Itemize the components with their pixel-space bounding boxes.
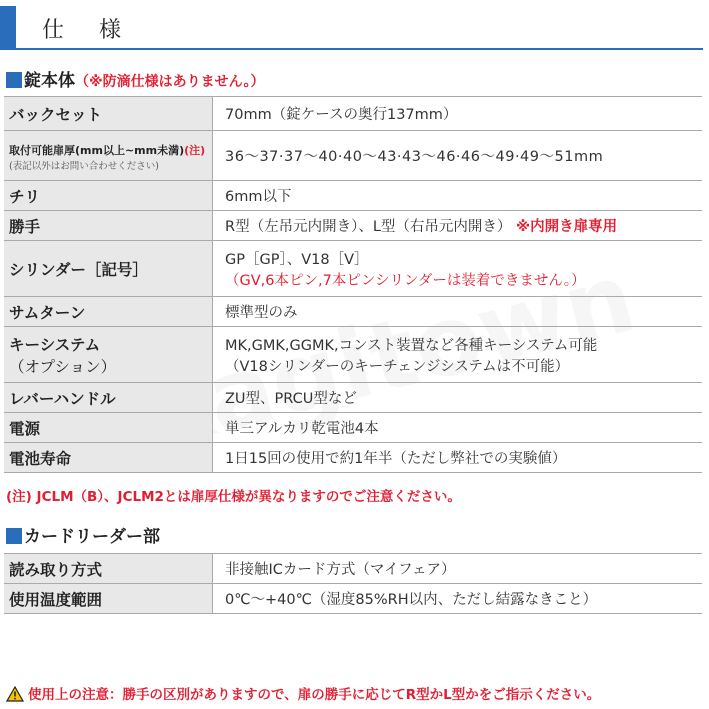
table-row [4, 97, 702, 131]
hand-label: 勝手 [4, 211, 213, 241]
lock-heading-text: 錠本体 [24, 71, 75, 91]
usage-warning [6, 683, 600, 703]
table-row [4, 443, 702, 473]
thickness-label: 取付可能扉厚(mm以上~mm未満) [9, 143, 185, 157]
keysystem-value-cell [213, 327, 703, 383]
temp-range-value: 0℃～+40℃（湿度85%RH以内、ただし結露なきこと） [213, 584, 703, 614]
battery-value: 1日15回の使用で約1年半（ただし弊社での実験値） [213, 443, 703, 473]
temp-range-label: 使用温度範囲 [4, 584, 213, 614]
hand-value-cell [213, 211, 703, 241]
thickness-label-note: (注) [184, 143, 206, 157]
lock-section-heading [6, 66, 264, 91]
read-method-label: 読み取り方式 [4, 554, 213, 584]
reader-section-heading [6, 522, 160, 547]
lock-heading-note: （※防滴仕様はありません。） [75, 74, 265, 90]
table-row [4, 181, 702, 211]
table-row [4, 297, 702, 327]
warning-icon [6, 686, 24, 702]
table-row [4, 241, 702, 297]
thumbturn-value: 標準型のみ [213, 297, 703, 327]
read-method-value: 非接触ICカード方式（マイフェア） [213, 554, 703, 584]
keysystem-label-cell [4, 327, 213, 383]
table-row [4, 584, 702, 614]
backset-value: 70mm（錠ケースの奥行137mm） [213, 97, 703, 131]
page-title: 仕 様 [42, 18, 135, 43]
keysystem-label-sub: （オプション） [9, 357, 117, 376]
cylinder-value: GP［GP］、V18［V］ [225, 251, 369, 268]
battery-label: 電池寿命 [4, 443, 213, 473]
table-row [4, 413, 702, 443]
table-row [4, 554, 702, 584]
thickness-label-cell [4, 131, 213, 181]
section-marker-icon [6, 72, 22, 88]
reader-spec-table [4, 553, 702, 614]
lever-label: レバーハンドル [4, 383, 213, 413]
power-value: 単三アルカリ乾電池4本 [213, 413, 703, 443]
table-row [4, 383, 702, 413]
thickness-label-sub: (表記以外はお問い合わせください) [9, 160, 159, 172]
thumbturn-label: サムターン [4, 297, 213, 327]
chiri-label: チリ [4, 181, 213, 211]
reader-heading-text: カードリーダー部 [24, 527, 160, 547]
power-label: 電源 [4, 413, 213, 443]
chiri-value: 6mm以下 [213, 181, 703, 211]
table-row [4, 327, 702, 383]
title-accent-block [0, 6, 16, 48]
footnote: (注) JCLM（B）、JCLM2とは扉厚仕様が異なりますのでご注意ください。 [6, 489, 461, 505]
cylinder-label: シリンダー［記号］ [4, 241, 213, 297]
thickness-value: 36～37·37～40·40～43·43～46·46～49·49～51mm [213, 131, 703, 181]
usage-warning-text: 使用上の注意：勝手の区別がありますので、扉の勝手に応じてR型かL型かをご指示ください。 [28, 687, 601, 703]
cylinder-value-cell [213, 241, 703, 297]
hand-note: ※内開き扉専用 [516, 219, 618, 235]
keysystem-value-sub: （V18シリンダーのキーチェンジシステムは不可能） [225, 358, 570, 375]
backset-label: バックセット [4, 97, 213, 131]
lock-spec-table [4, 96, 702, 473]
cylinder-note: （GV,6本ピン,7本ピンシリンダーは装着できません。） [225, 272, 586, 289]
section-marker-icon [6, 528, 22, 544]
table-row [4, 211, 702, 241]
hand-value: R型（左吊元内開き）、L型（右吊元内開き） [225, 219, 512, 235]
keysystem-label: キーシステム [9, 335, 101, 354]
keysystem-value: MK,GMK,GGMK,コンスト装置など各種キーシステム可能 [225, 337, 598, 354]
lever-value: ZU型、PRCU型など [213, 383, 703, 413]
table-row [4, 131, 702, 181]
page-title-bar [0, 6, 703, 50]
